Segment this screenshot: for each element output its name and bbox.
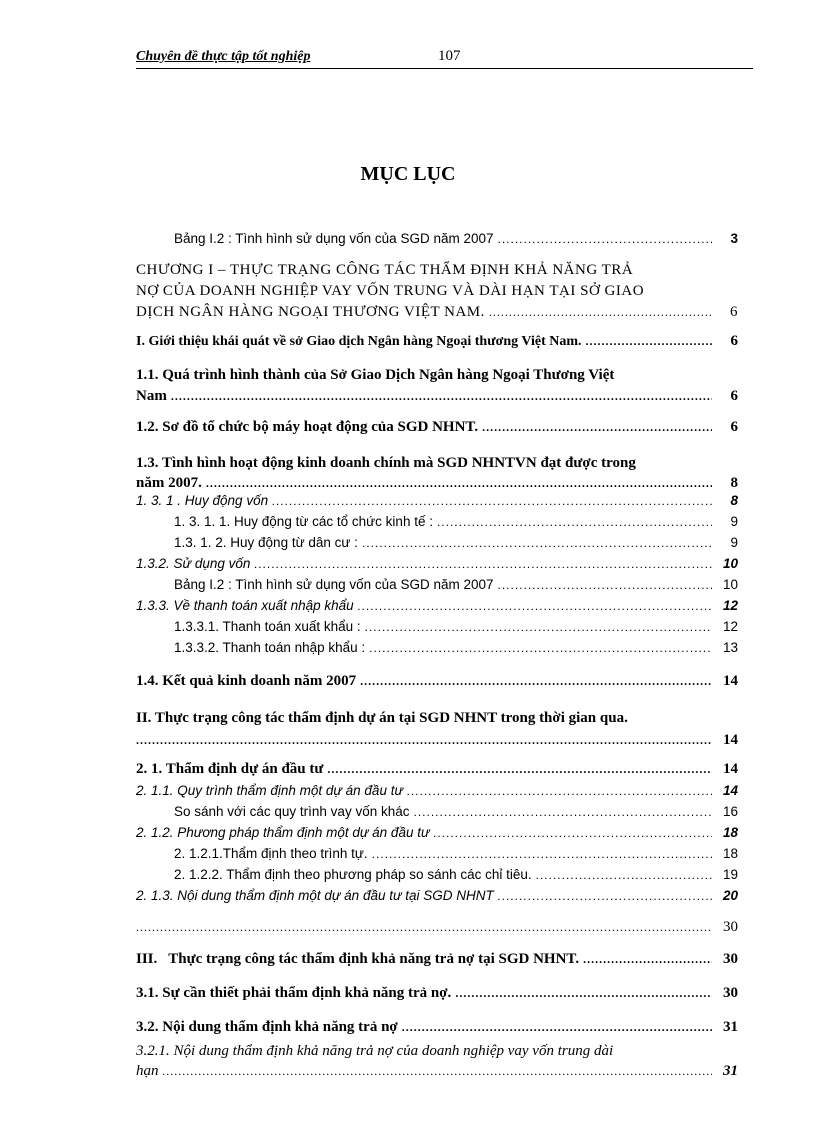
leader-dots [498, 889, 712, 903]
leader-dots [327, 762, 712, 777]
toc-entry[interactable] [136, 825, 738, 846]
toc-entry[interactable] [136, 673, 738, 695]
leader-dots [583, 952, 712, 967]
leader-dots [136, 920, 712, 935]
leader-dots [206, 473, 712, 493]
toc-entry-label: I. Giới thiệu khái quát về sở Giao dịch Ngân hàng Ngoại thương Việt Nam. [136, 334, 582, 349]
toc-entry-label: 1.3. 1. 2. Huy động từ dân cư : [174, 535, 358, 550]
leader-dots [254, 557, 712, 571]
leader-dots [362, 536, 712, 550]
toc-entry-line: 1.3. Tình hình hoạt động kinh doanh chính mà SGD NHNTVN đạt được trong [136, 455, 636, 471]
toc-entry-label: 1.4. Kết quả kinh doanh năm 2007 [136, 673, 357, 689]
toc-entry-page: 12 [722, 598, 738, 613]
toc-entry[interactable] [136, 985, 738, 1007]
toc-entry-label: DỊCH NGÂN HÀNG NGOẠI THƯƠNG VIỆT NAM. [136, 304, 485, 320]
toc-entry-label: 1.3.3.1. Thanh toán xuất khẩu : [174, 619, 361, 634]
toc-entry-page: 16 [722, 804, 738, 819]
leader-dots [498, 232, 713, 246]
toc-title: MỤC LỤC [360, 163, 456, 185]
toc-entry[interactable] [136, 888, 738, 909]
leader-dots [482, 420, 712, 435]
toc-entry-label: Bảng I.2 : Tình hình sử dụng vốn của SGD năm 2007 [174, 577, 494, 592]
toc-entry-label: 1.3.3. Về thanh toán xuất nhập khẩu [136, 598, 354, 613]
leader-dots [455, 986, 712, 1001]
leader-dots [171, 386, 712, 407]
leader-dots [372, 847, 712, 861]
toc-entry-label: 1.3.3.2. Thanh toán nhập khẩu : [174, 640, 366, 655]
toc-entry-page: 6 [730, 304, 738, 320]
toc-entry-page: 20 [722, 888, 738, 903]
toc-entry[interactable] [136, 919, 738, 941]
toc-entry-page: 30 [723, 985, 738, 1001]
toc-entry-label: 3.1. Sự cần thiết phải thẩm định khả năng trả nợ. [136, 985, 452, 1001]
toc-entry-page: 13 [722, 640, 738, 655]
toc-entry[interactable] [136, 514, 738, 535]
toc-entry-page: 14 [722, 783, 738, 798]
toc-entry-line: 3.2.1. Nội dung thẩm định khả năng trả nợ của doanh nghiệp vay vốn trung dài [136, 1043, 614, 1059]
toc-entry-page: 10 [722, 556, 738, 571]
toc-entry[interactable] [136, 577, 738, 598]
toc-entry-line: CHƯƠNG I – THỰC TRẠNG CÔNG TÁC THẨM ĐỊNH KHẢ NĂNG TRẢ [136, 262, 634, 278]
toc-entry-label: So sánh với các quy trình vay vốn khác [174, 804, 410, 819]
leader-dots [358, 599, 712, 613]
toc-entry[interactable] [136, 365, 738, 407]
toc-entry[interactable] [136, 707, 738, 751]
toc-entry[interactable] [136, 783, 738, 804]
toc-entry-page: 30 [723, 951, 738, 967]
toc-entry[interactable] [136, 867, 738, 888]
toc-entry-label: 3.2. Nội dung thẩm định khả năng trả nợ [136, 1019, 398, 1035]
leader-dots [413, 805, 712, 819]
table-of-contents [136, 228, 738, 1081]
leader-dots [437, 515, 712, 529]
leader-dots [360, 674, 712, 689]
toc-entry-line: 1.1. Quá trình hình thành của Sở Giao Dịch Ngân hàng Ngoại Thương Việt [136, 367, 615, 383]
toc-entry[interactable] [136, 535, 738, 556]
toc-entry-page: 8 [730, 493, 738, 508]
toc-entry-page: 10 [722, 577, 738, 592]
leader-dots [136, 729, 712, 751]
toc-entry-label: 2. 1.3. Nội dung thẩm định một dự án đầu tư tại SGD NHNT [136, 888, 494, 903]
toc-entry[interactable] [136, 804, 738, 825]
toc-entry[interactable] [136, 1041, 738, 1081]
toc-entry[interactable] [136, 640, 738, 661]
leader-dots [536, 868, 712, 882]
toc-entry[interactable] [136, 598, 738, 619]
toc-entry[interactable] [136, 1019, 738, 1041]
toc-entry-page: 31 [723, 1063, 738, 1079]
toc-entry-label: 2. 1. Thẩm định dự án đầu tư [136, 761, 324, 777]
toc-entry-label: năm 2007. [136, 475, 202, 491]
toc-entry[interactable] [136, 846, 738, 867]
leader-dots [272, 494, 712, 508]
toc-entry-label: 1.2. Sơ đồ tổ chức bộ máy hoạt động của SGD NHNT. [136, 419, 479, 435]
leader-dots [369, 641, 712, 655]
toc-entry[interactable] [136, 231, 738, 255]
leader-dots [365, 620, 712, 634]
toc-entry-label: 1. 3. 1 . Huy động vốn [136, 493, 269, 508]
toc-entry-page: 31 [723, 1019, 738, 1035]
toc-entry[interactable] [136, 260, 738, 323]
toc-entry-page: 18 [722, 846, 738, 861]
toc-entry[interactable] [136, 556, 738, 577]
toc-entry-label: hạn [136, 1063, 159, 1079]
leader-dots [402, 1020, 712, 1035]
leader-dots [498, 578, 713, 592]
toc-entry-label: 2. 1.2.1.Thẩm định theo trình tự. [174, 846, 368, 861]
toc-entry-page: 8 [730, 475, 738, 491]
toc-entry-label: 2. 1.1. Quy trình thẩm định một dự án đầu tư [136, 783, 404, 798]
leader-dots [434, 826, 712, 840]
header-title: Chuyên đề thực tập tốt nghiệp [136, 49, 311, 64]
toc-entry-page: 12 [722, 619, 738, 634]
toc-entry-label: III. Thực trạng công tác thẩm định khả năng trả nợ tại SGD NHNT. [136, 951, 580, 967]
toc-entry-page: 14 [723, 761, 738, 777]
page-header [136, 48, 753, 69]
toc-entry-line: II. Thực trạng công tác thẩm định dự án tại SGD NHNT trong thời gian qua. [136, 710, 628, 726]
toc-entry-label: 2. 1.2.2. Thẩm định theo phương pháp so sánh các chỉ tiêu. [174, 867, 532, 882]
leader-dots [163, 1061, 713, 1081]
toc-entry[interactable] [136, 333, 738, 355]
toc-entry-page: 6 [730, 333, 738, 349]
toc-entry[interactable] [136, 619, 738, 640]
toc-entry-label: Nam [136, 388, 167, 404]
toc-entry-page: 6 [730, 419, 738, 435]
toc-entry-label: 1. 3. 1. 1. Huy động từ các tổ chức kinh tế : [174, 514, 433, 529]
toc-entry[interactable] [136, 761, 738, 783]
toc-entry-line: NỢ CỦA DOANH NGHIỆP VAY VỐN TRUNG VÀ DÀI HẠN TẠI SỞ GIAO [136, 283, 645, 299]
toc-entry[interactable] [136, 419, 738, 441]
toc-entry-page: 6 [730, 388, 738, 404]
toc-entry-page: 14 [723, 732, 738, 748]
toc-entry[interactable] [136, 453, 738, 493]
leader-dots [586, 334, 712, 349]
toc-entry[interactable] [136, 951, 738, 973]
toc-entry[interactable] [136, 493, 738, 514]
leader-dots [489, 302, 712, 323]
toc-entry-page: 19 [722, 867, 738, 882]
toc-entry-page: 9 [730, 535, 738, 550]
toc-entry-label: 2. 1.2. Phương pháp thẩm định một dự án đầu tư [136, 825, 430, 840]
toc-entry-page: 18 [722, 825, 738, 840]
toc-entry-page: 30 [723, 919, 738, 935]
toc-entry-label: 1.3.2. Sử dụng vốn [136, 556, 251, 571]
header-page-number: 107 [438, 48, 461, 64]
toc-entry-page: 9 [730, 514, 738, 529]
toc-entry-label: Bảng I.2 : Tình hình sử dụng vốn của SGD năm 2007 [174, 231, 494, 246]
toc-entry-page: 14 [723, 673, 738, 689]
leader-dots [407, 784, 712, 798]
toc-entry-page: 3 [730, 231, 738, 246]
